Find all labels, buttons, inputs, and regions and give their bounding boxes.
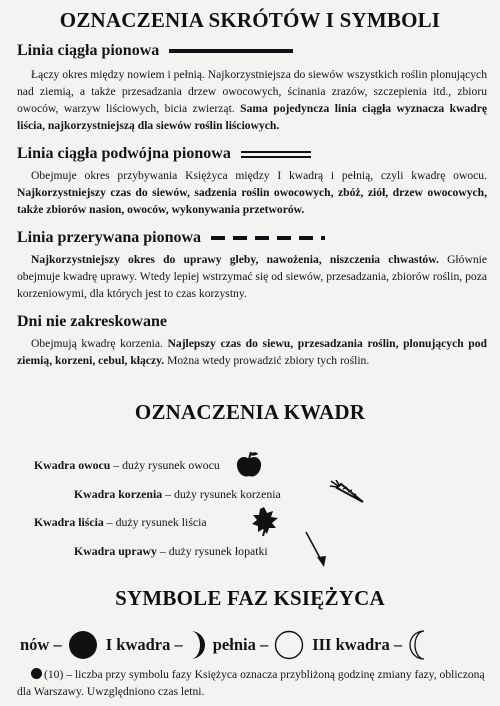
quarter-fruit-row: Kwadra owocu – duży rysunek owocu <box>34 458 220 472</box>
section-title-solid-line: Linia ciągła pionowa <box>17 42 293 60</box>
new-moon-icon <box>68 630 98 660</box>
moon-phase-note: (10) – liczba przy symbolu fazy Księżyca oznacza przybliżoną godzinę zmiany fazy, obliczoną dla Warszawy. Uwzględniono czas letni. <box>17 668 485 698</box>
title-moon-phases: SYMBOLE FAZ KSIĘŻYCA <box>115 586 385 610</box>
first-quarter-icon <box>189 630 205 660</box>
section-title-unmarked-days: Dni nie zakreskowane <box>17 313 167 330</box>
section-title-double-line: Linia ciągła podwójna pionowa <box>17 145 311 163</box>
title-abbreviations: OZNACZENIA SKRÓTÓW I SYMBOLI <box>59 8 441 32</box>
apple-icon <box>235 451 263 479</box>
spade-icon <box>304 530 328 568</box>
section-text-double-line: Obejmuje okres przybywania Księżyca między I kwadrą i pełnią, czyli kwadrę owocu. Najkorzystniejszy czas do siewów, sadzenia roślin owocowych, zbóż, ziół, drzew owocowych, także zbiorów nasion, owoców, wykonywania przetworów. <box>17 169 487 216</box>
new-moon-small-icon <box>31 668 42 679</box>
double-line-symbol <box>241 151 311 158</box>
section-text-dashed-line: Najkorzystniejszy okres do uprawy gleby, nawożenia, niszczenia chwastów. Głównie obejmuje kwadrę uprawy. Wtedy lepiej wstrzymać się od siewów, przesadzania, zbiorów roślin, poza korzeniowymi, dla których jest to czas korzystny. <box>17 253 487 300</box>
leaf-icon <box>250 505 280 537</box>
carrot-icon <box>329 480 367 506</box>
solid-line-symbol <box>169 49 293 53</box>
section-title-dashed-line: Linia przerywana pionowa <box>17 229 325 247</box>
quarter-leaf-row: Kwadra liścia – duży rysunek liścia <box>34 515 207 529</box>
section-text-unmarked-days: Obejmują kwadrę korzenia. Najlepszy czas do siewu, przesadzania roślin, plonujących pod ziemią, korzeni, cebul, kłączy. Można wtedy prowadzić zbiory tych roślin. <box>17 337 487 367</box>
title-quarters: OZNACZENIA KWADR <box>134 400 366 424</box>
last-quarter-icon <box>408 630 426 660</box>
full-moon-icon <box>274 630 304 660</box>
quarter-cultivation-row: Kwadra uprawy – duży rysunek łopatki <box>74 544 268 558</box>
section-text-solid-line: Łączy okres między nowiem i pełnią. Najkorzystniejsza do siewów wszystkich roślin plonujących nad ziemią, a także przesadzania drzew owocowych, ścinania zrazów, szczepienia itd., zbioru owoców, warzyw liściowych, bicia zwierząt. Sama pojedyncza linia ciągła wyznacza kwadrę liścia, najkorzystniejszą dla siewów roślin liściowych. <box>17 68 487 132</box>
moon-phases-row: nów – I kwadra – pełnia – III kwadra – <box>20 630 434 660</box>
quarter-root-row: Kwadra korzenia – duży rysunek korzenia <box>74 487 281 501</box>
dashed-line-symbol <box>211 236 325 240</box>
